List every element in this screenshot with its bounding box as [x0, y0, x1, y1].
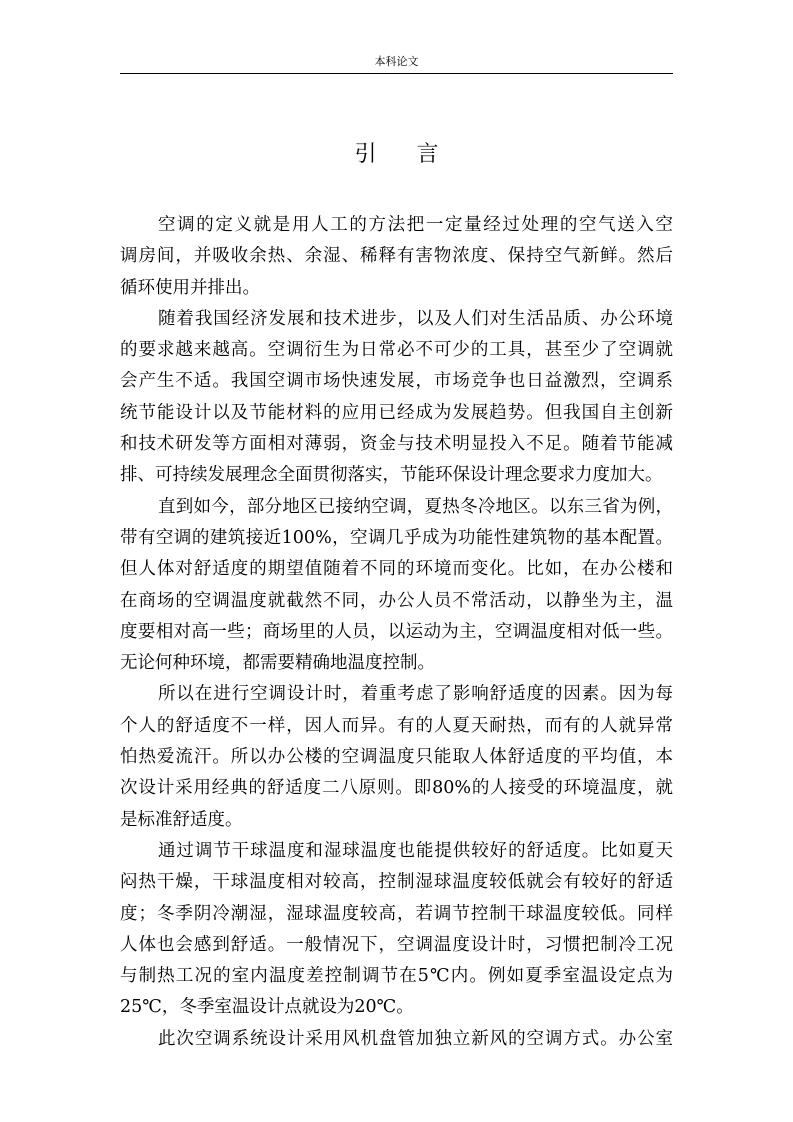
paragraph-line: 随着我国经济发展和技术进步，以及人们对生活品质、办公环境	[158, 308, 673, 329]
paragraph	[120, 304, 673, 492]
paragraph-line: 通过调节干球温度和湿球温度也能提供较好的舒适度。比如夏天	[158, 840, 673, 861]
paragraph-line: 的要求越来越高。空调衍生为日常必不可少的工具，甚至少了空调就	[120, 340, 673, 361]
paragraph-line: 无论何种环境，都需要精确地温度控制。	[120, 653, 435, 674]
paragraph-line: 是标准舒适度。	[120, 809, 243, 830]
paragraph	[120, 836, 673, 1024]
paragraph-line: 个人的舒适度不一样，因人而异。有的人夏天耐热，而有的人就异常	[120, 715, 673, 736]
paragraph-line: 所以在进行空调设计时，着重考虑了影响舒适度的因素。因为每	[158, 684, 673, 705]
paragraph-line: 会产生不适。我国空调市场快速发展，市场竞争也日益激烈，空调系	[120, 371, 673, 392]
paragraph-line: 怕热爱流汗。所以办公楼的空调温度只能取人体舒适度的平均值，本	[120, 747, 673, 768]
paragraph	[120, 210, 673, 304]
paragraph-line: 和技术研发等方面相对薄弱，资金与技术明显投入不足。随着节能减	[120, 434, 673, 455]
paragraph-line: 闷热干燥，干球温度相对较高，控制湿球温度较低就会有较好的舒适	[120, 872, 673, 893]
paragraph-line: 循环使用并排出。	[120, 277, 260, 298]
header-rule	[120, 73, 673, 74]
body-text	[120, 210, 673, 1055]
running-header: 本科论文	[374, 55, 419, 68]
paragraph-line: 但人体对舒适度的期望值随着不同的环境而变化。比如，在办公楼和	[120, 559, 673, 580]
section-title: 引言	[354, 142, 479, 167]
paragraph-line: 在商场的空调温度就截然不同，办公人员不常活动，以静坐为主，温	[120, 590, 673, 611]
paragraph	[120, 492, 673, 680]
paragraph-line: 度要相对高一些；商场里的人员，以运动为主，空调温度相对低一些。	[120, 621, 673, 642]
paragraph-line: 空调的定义就是用人工的方法把一定量经过处理的空气送入空	[158, 215, 673, 235]
paragraph-line: 带有空调的建筑接近100%，空调几乎成为功能性建筑物的基本配置。	[120, 527, 673, 548]
paragraph-line: 此次空调系统设计采用风机盘管加独立新风的空调方式。办公室	[158, 1028, 673, 1049]
paragraph	[120, 679, 673, 835]
paragraph	[120, 1024, 673, 1055]
paragraph-line: 排、可持续发展理念全面贯彻落实，节能环保设计理念要求力度加大。	[120, 465, 663, 486]
paragraph-line: 调房间，并吸收余热、余湿、稀释有害物浓度、保持空气新鲜。然后	[120, 246, 673, 267]
paragraph-line: 度；冬季阴冷潮湿，湿球温度较高，若调节控制干球温度较低。同样	[120, 903, 673, 924]
paragraph-line: 统节能设计以及节能材料的应用已经成为发展趋势。但我国自主创新	[120, 402, 673, 423]
paragraph-line: 直到如今，部分地区已接纳空调，夏热冬冷地区。以东三省为例，	[158, 496, 673, 517]
paragraph-line: 次设计采用经典的舒适度二八原则。即80%的人接受的环境温度，就	[120, 778, 673, 799]
paragraph-line: 人体也会感到舒适。一般情况下，空调温度设计时，习惯把制冷工况	[120, 934, 673, 955]
paragraph-line: 与制热工况的室内温度差控制调节在5℃内。例如夏季室温设定点为	[120, 966, 673, 987]
paragraph-line: 25℃，冬季室温设计点就设为20℃。	[120, 997, 414, 1018]
